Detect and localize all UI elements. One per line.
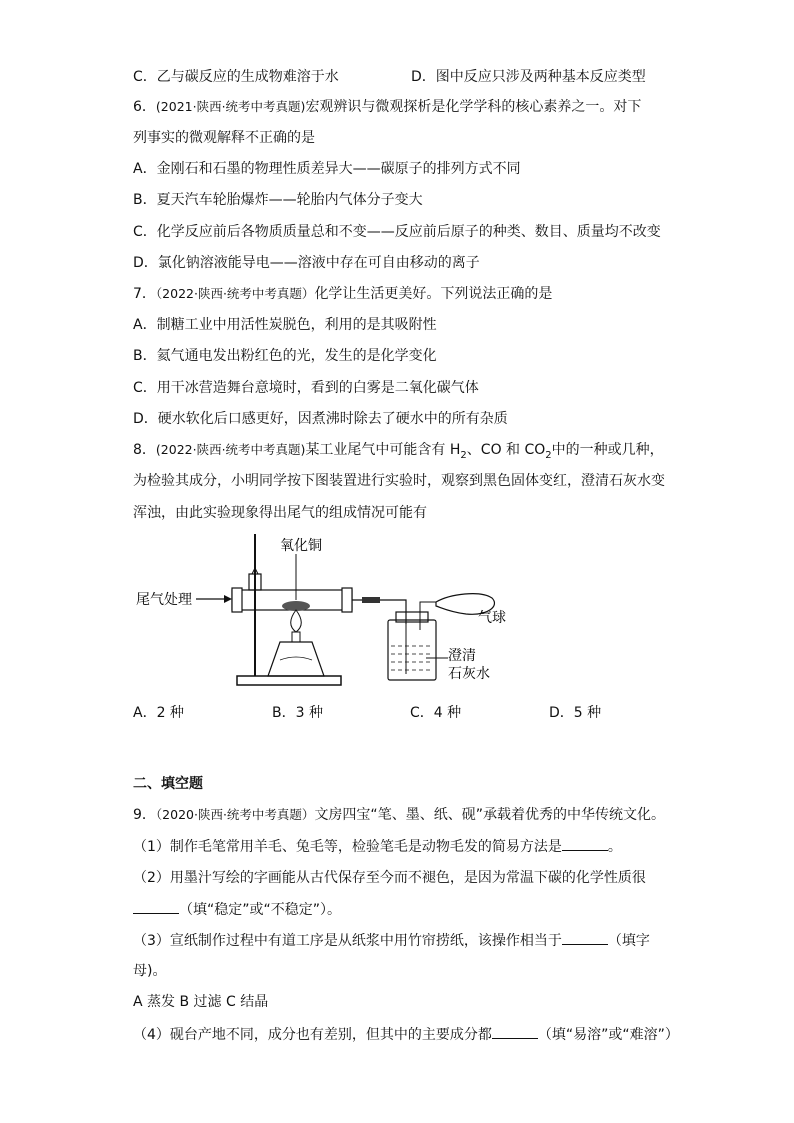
q9-number: 9． xyxy=(133,807,156,823)
q6-option-c: C．化学反应前后各物质质量总和不变——反应前后原子的种类、数目、质量均不改变 xyxy=(133,224,661,240)
label-lime-1: 澄清 xyxy=(448,648,476,664)
q9-p2-blank[interactable] xyxy=(133,899,179,914)
q9-part2-line2 xyxy=(133,899,341,920)
q6-option-b: B．夏天汽车轮胎爆炸——轮胎内气体分子变大 xyxy=(133,192,423,208)
stand-base xyxy=(237,676,341,685)
q8-stem-1c: 中的一种或几种， xyxy=(551,442,664,458)
label-cuo: 氧化铜 xyxy=(280,538,322,554)
q9-part1 xyxy=(133,836,622,857)
inlet-arrowhead xyxy=(224,595,232,603)
q9-part3-line1 xyxy=(133,930,650,951)
q6-stem-1: 宏观辨识与微观探析是化学学科的核心素养之一。对下 xyxy=(305,99,642,115)
q9-stem-text: 文房四宝“笔、墨、纸、砚”承载着优秀的中华传统文化。 xyxy=(314,807,665,823)
q6-stem-line1 xyxy=(133,97,641,117)
q6-source: (2021·陕西·统考中考真题) xyxy=(155,99,306,114)
q8-option-d: D．5 种 xyxy=(549,705,602,721)
lamp-wick-holder xyxy=(292,632,300,642)
label-inlet: 尾气处理 xyxy=(136,592,192,608)
q9-p1-text: （1）制作毛笔常用羊毛、兔毛等，检验笔毛是动物毛发的简易方法是 xyxy=(133,839,562,855)
q9-stem xyxy=(133,805,665,825)
q8-stem-line1 xyxy=(133,440,664,466)
q7-stem xyxy=(133,284,552,304)
alcohol-lamp xyxy=(268,642,324,676)
q8-option-c: C．4 种 xyxy=(410,705,462,721)
q7-source: （2022·陕西·统考中考真题） xyxy=(155,286,315,301)
q8-stem-line2: 为检验其成分，小明同学按下图装置进行实验时，观察到黑色固体变红，澄清石灰水变 xyxy=(133,473,665,489)
section-title: 二、填空题 xyxy=(133,776,203,792)
q9-part3-choices: A 蒸发 B 过滤 C 结晶 xyxy=(133,994,269,1010)
q9-p4-text: （4）砚台产地不同，成分也有差别，但其中的主要成分都 xyxy=(133,1027,492,1043)
tube-stopper-left xyxy=(232,588,242,612)
q7-option-c: C．用干冰营造舞台意境时，看到的白雾是二氧化碳气体 xyxy=(133,380,479,396)
q9-part4 xyxy=(133,1024,679,1045)
balloon-tube xyxy=(420,602,436,612)
q8-stem-line3: 浑浊，由此实验现象得出尾气的组成情况可能有 xyxy=(133,505,427,521)
q9-p1-end: 。 xyxy=(607,839,622,855)
q5-option-c: C．乙与碳反应的生成物难溶于水 xyxy=(133,69,339,85)
q8-apparatus-figure xyxy=(130,528,510,693)
q7-option-d: D．硬水软化后口感更好，因煮沸时除去了硬水中的所有杂质 xyxy=(133,411,508,427)
q9-p3-blank[interactable] xyxy=(562,930,608,945)
q9-p4-text-b: （填“易溶”或“难溶”） xyxy=(537,1027,679,1043)
flame xyxy=(291,610,302,632)
q8-number: 8． xyxy=(133,442,156,458)
q5-option-d: D．图中反应只涉及两种基本反应类型 xyxy=(411,69,646,85)
q9-source: （2020·陕西·统考中考真题） xyxy=(155,807,315,822)
q8-sub-co2: 2 xyxy=(545,449,552,461)
tube-stopper-right xyxy=(342,588,352,612)
q8-sub-h2: 2 xyxy=(460,449,467,461)
q9-p3-text-b: （填字 xyxy=(607,933,650,949)
label-lime-2: 石灰水 xyxy=(448,666,490,682)
q6-number: 6． xyxy=(133,99,156,115)
q8-stem-1b: 、CO 和 CO xyxy=(466,442,546,458)
q8-option-b: B．3 种 xyxy=(272,705,323,721)
q7-option-b: B．氦气通电发出粉红色的光，发生的是化学变化 xyxy=(133,348,437,364)
q8-option-a: A．2 种 xyxy=(133,705,184,721)
q6-option-d: D．氯化钠溶液能导电——溶液中存在可自由移动的离子 xyxy=(133,255,480,271)
q9-part3-line2: 母)。 xyxy=(133,963,167,979)
q8-source: (2022·陕西·统考中考真题) xyxy=(155,442,306,457)
label-balloon: 气球 xyxy=(478,610,506,626)
lamp-liquid xyxy=(280,657,312,660)
q9-p1-blank[interactable] xyxy=(562,836,608,851)
q9-part2-line1: （2）用墨汁写绘的字画能从古代保存至今而不褪色，是因为常温下碳的化学性质很 xyxy=(133,870,646,886)
q6-option-a: A．金刚石和石墨的物理性质差异大——碳原子的排列方式不同 xyxy=(133,161,521,177)
q7-number: 7． xyxy=(133,286,156,302)
q9-p2-text: （填“稳定”或“不稳定”）。 xyxy=(179,902,342,918)
q9-p4-blank[interactable] xyxy=(492,1024,538,1039)
q8-stem-1a: 某工业尾气中可能含有 H xyxy=(305,442,461,458)
q6-stem-line2: 列事实的微观解释不正确的是 xyxy=(133,130,315,146)
q9-p3-text: （3）宣纸制作过程中有道工序是从纸浆中用竹帘捞纸，该操作相当于 xyxy=(133,933,562,949)
q7-option-a: A．制糖工业中用活性炭脱色，利用的是其吸附性 xyxy=(133,317,437,333)
q7-stem-text: 化学让生活更美好。下列说法正确的是 xyxy=(314,286,553,302)
wash-bottle xyxy=(388,620,436,680)
rubber-connector xyxy=(362,597,380,603)
